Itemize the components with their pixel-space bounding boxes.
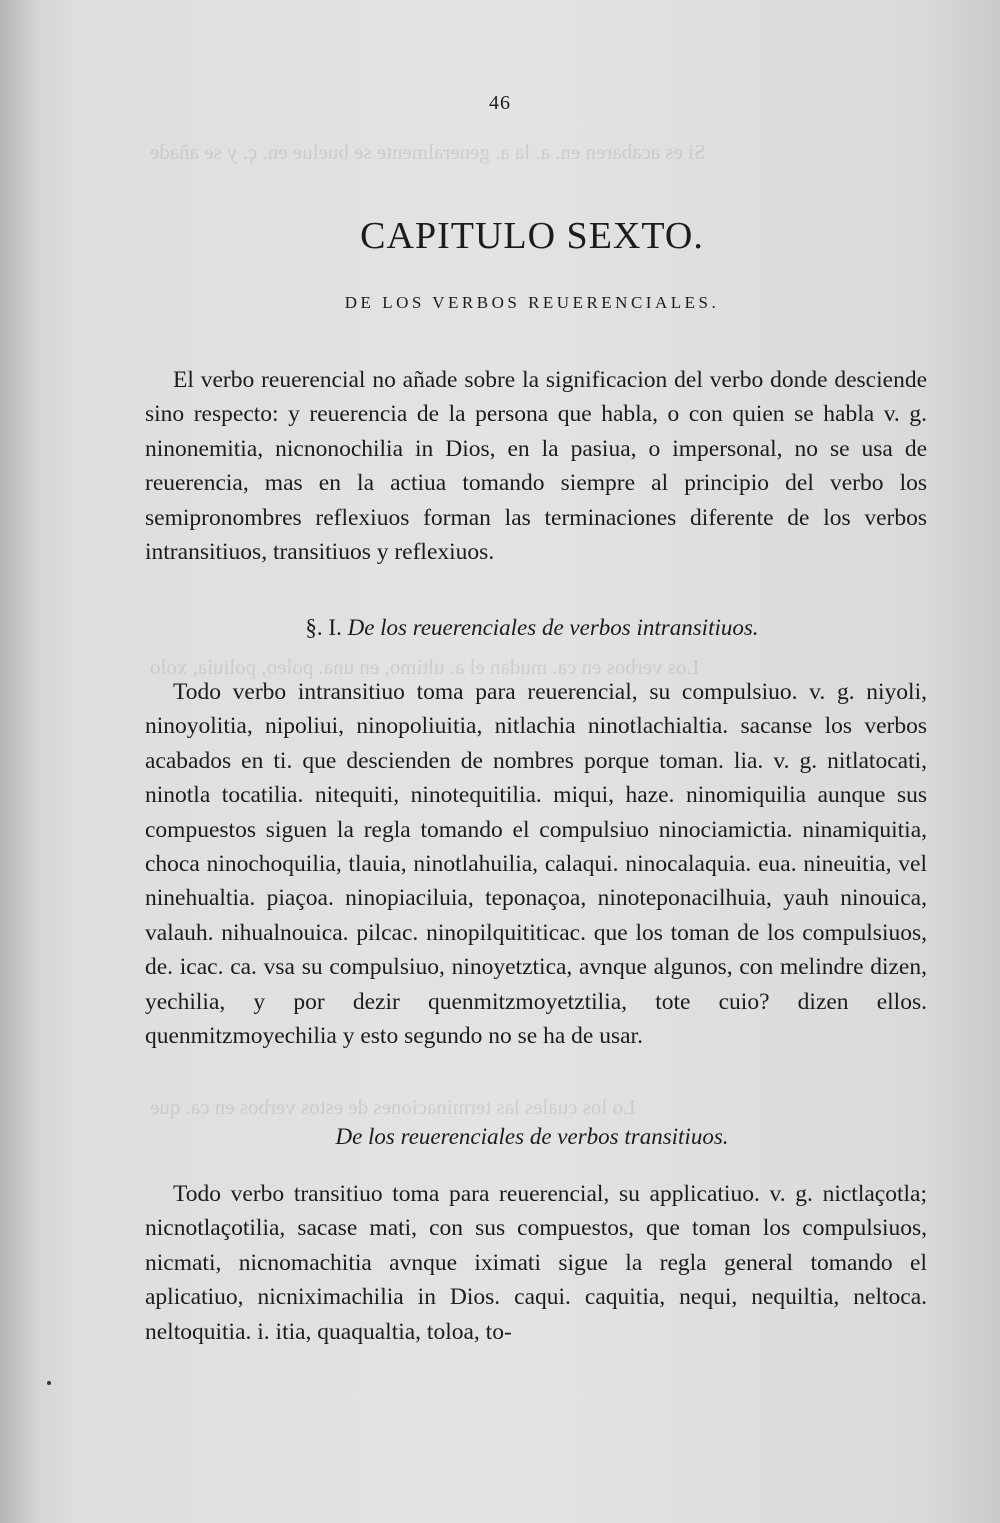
bleed-through-text: Lo los cuales las terminaciones de estos verbos en ca. que: [150, 1095, 636, 1119]
section-title: De los reuerenciales de verbos intransitiuos.: [347, 615, 759, 640]
page-number: 46: [489, 92, 511, 114]
section-heading: De los reuerenciales de verbos transitiuos.: [335, 1124, 729, 1149]
paragraph: Todo verbo intransitiuo toma para reuerencial, su compulsiuo. v. g. niyoli, ninoyolitia, nipoliui, ninopoliuitia, nitlachia ninotlachialtia. sacanse los verbos acabados en ti. que descienden de nombres porque toman. lia. v. g. nitlatocati, ninotla tocatilia. nitequiti, ninotequitilia. miqui, haze. ninomiquilia aunque sus compuestos siguen la regla tomando el compulsiuo ninociamictia. ninamiquitia, choca ninochoquilia, tlauia, ninotlahuilia, calaqui. ninocalaquia. eua. nineuitia, vel ninehualtia. piaçoa. ninopiaciluia, teponaçoa, ninoteponacilhuia, yauh ninouica, valauh. nihualnouica. pilcac. ninopilquititicac. que los toman de los compulsiuos, de. icac. ca. vsa su compulsiuo, ninoyetztica, avnque algunos, con melindre dizen, yechilia, y por dezir quenmitzmoyetztilia, tote cuio? dizen ellos. quenmitzmoyechilia y esto segundo no se ha de usar.: [145, 679, 927, 1050]
ink-speck: [47, 1381, 51, 1385]
paragraph: Todo verbo transitiuo toma para reuerencial, su applicatiuo. v. g. nictlaçotla; nicnotlaçotilia, sacase mati, con sus compuestos, que toman los compulsiuos, nicmati, nicnomachitia avnque iximati sigue la regla general tomando el aplicatiuo, nicniximachilia in Dios. caqui. caquitia, nequi, nequiltia, neltoca. neltoquitia. i. itia, quaqualtia, toloa, to-: [145, 1181, 927, 1345]
bleed-through-text: Los verbos en ca. mudan el a. ultimo, en una. poleo, poliuia, xolo: [150, 655, 700, 679]
bleed-through-text: Si es acabaren en. a. la a. generalmente se buelue en. ç. y se añade: [150, 140, 706, 164]
chapter-title: CAPITULO SEXTO.: [360, 215, 704, 257]
chapter-subtitle: DE LOS VERBOS REUERENCIALES.: [344, 293, 720, 312]
paragraph: El verbo reuerencial no añade sobre la significacion del verbo donde desciende sino respecto: y reuerencia de la persona que habla, o con quien se habla v. g. ninonemitia, nicnonochilia in Dios, en la pasiua, o impersonal, no se usa de reuerencia, mas en la actiua tomando siempre al principio del verbo los semipronombres reflexiuos forman las terminaciones diferente de los verbos intransitiuos, transitiuos y reflexiuos.: [145, 367, 927, 566]
section-heading: [0, 615, 1000, 641]
section-mark: §. I.: [305, 615, 342, 640]
